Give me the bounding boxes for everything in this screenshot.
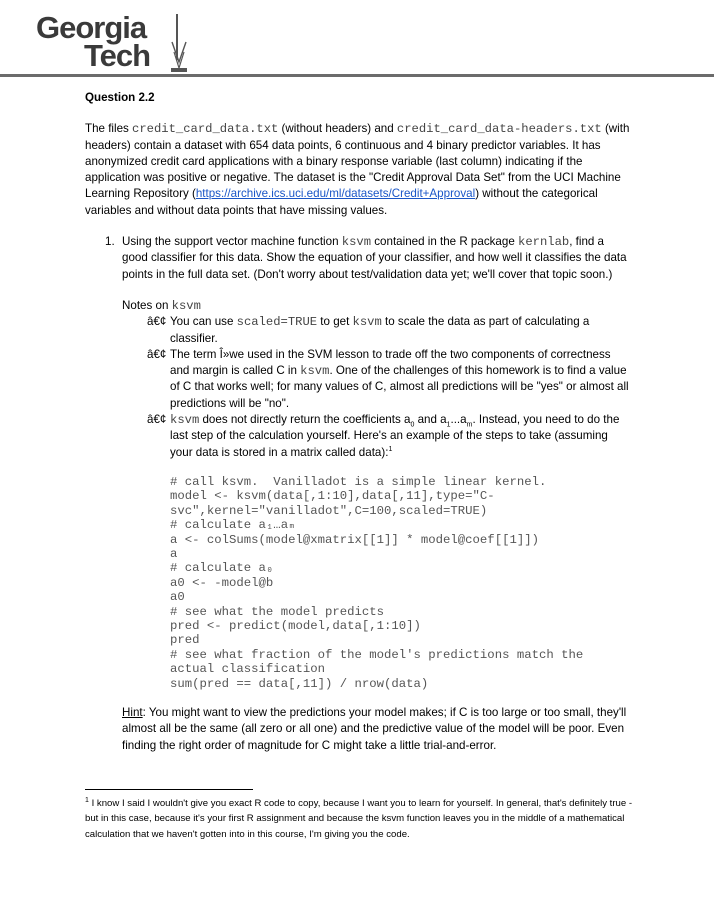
code-line: model <- ksvm(data[,1:10],data[,11],type="C- <box>170 489 495 504</box>
notes-list <box>85 314 630 461</box>
georgia-tech-logo <box>36 10 196 76</box>
note-text: does not directly return the coefficients a <box>199 413 411 427</box>
code-line: # see what fraction of the model's predictions match the <box>170 647 584 662</box>
numbered-item-1 <box>85 234 630 283</box>
code-line: actual classification <box>170 662 325 677</box>
note-text: . One of the challenges of this homework is to find a value of C that works well; for many values of C, almost all predictions will be "yes" or almost all predictions will be "no". <box>170 364 629 410</box>
hint-text: : You might want to view the predictions your model makes; if C is too large or too small, they'll almost all be the same (all zero or all one) and the predictive value of the model will be poor. Even finding the right order of magnitude for C might take a little trial-and-error. <box>122 706 627 752</box>
intro-text: The files <box>85 122 133 136</box>
note-bullet <box>147 314 630 347</box>
footnote-text: I know I said I wouldn't give you exact R code to copy, because I want you to learn for yourself. In general, that's definitely true - but in this case, because it's your first R assignment and because the ksvm function leaves you in the middle of a mathematical calculation that we haven't gotten into in this course, I'm giving you the code. <box>85 798 633 840</box>
inline-code: ksvm <box>341 235 372 250</box>
note-bullet <box>147 412 630 461</box>
subscript: 1 <box>446 421 451 429</box>
logo-text-tech: Tech <box>84 38 151 73</box>
intro-paragraph <box>85 121 630 219</box>
logo-text-georgia: Georgia <box>36 10 147 45</box>
inline-code: ksvm <box>171 298 201 313</box>
code-line: # calculate a₀ <box>170 561 274 576</box>
note-text: to get <box>317 315 353 329</box>
item-text: contained in the R package <box>371 235 518 249</box>
note-text: . Instead, you need to do the last step of the calculation yourself. Here's an example of the steps to take (assuming your data is stored in a matrix called data): <box>170 413 620 459</box>
code-line: svc",kernel="vanilladot",C=100,scaled=TRUE) <box>170 503 488 518</box>
inline-code: ksvm <box>300 364 330 379</box>
inline-code: ksvm <box>352 315 382 330</box>
code-line: a <box>170 546 178 561</box>
item-text: Using the support vector machine function <box>122 235 342 249</box>
bullet-marker: â€¢ <box>147 347 167 361</box>
footnote <box>85 796 635 842</box>
code-line: pred <- predict(model,data[,1:10]) <box>170 619 421 633</box>
code-line: pred <box>170 633 200 648</box>
header-divider <box>0 74 714 77</box>
code-line: a0 <- -model@b <box>170 575 274 590</box>
bullet-marker: â€¢ <box>147 413 167 427</box>
question-title: Question 2.2 <box>85 91 155 104</box>
notes-heading <box>85 298 630 314</box>
note-text: You can use <box>170 315 237 329</box>
notes-label: Notes on <box>122 298 172 312</box>
inline-code: kernlab <box>518 235 570 250</box>
item-text: , find a good classifier for this data. Show the equation of your classifier, and how well it classifies the data points in the full data set. (Don't worry about test/validation data yet; we'll cover that topic soon.) <box>122 235 627 281</box>
footnote-mark: 1 <box>85 796 89 804</box>
hint-label: Hint <box>122 706 143 720</box>
code-line: # see what the model predicts <box>170 604 385 619</box>
tech-tower-icon <box>168 12 190 74</box>
intro-text: (without headers) and <box>278 122 397 136</box>
file-name-code: credit_card_data.txt <box>132 122 279 137</box>
hint-paragraph <box>85 705 630 754</box>
code-line: # call ksvm. Vanilladot is a simple linear kernel. <box>170 474 547 489</box>
intro-text: ) without the categorical variables and without data points that have missing values. <box>85 187 598 217</box>
code-line: a <- colSums(model@xmatrix[[1]] * model@coef[[1]]) <box>170 532 539 547</box>
subscript: 0 <box>410 421 415 429</box>
footnote-divider <box>85 789 253 790</box>
inline-code: scaled=TRUE <box>236 315 318 330</box>
bullet-marker: â€¢ <box>147 315 167 329</box>
code-line: # calculate a₁…aₘ <box>170 518 296 533</box>
note-text: ...a <box>450 413 467 427</box>
note-text: and a <box>414 413 447 427</box>
r-code-block <box>85 475 630 691</box>
code-line: sum(pred == data[,11]) / nrow(data) <box>170 676 429 691</box>
document-body <box>85 86 630 754</box>
item-number: 1. <box>105 235 115 249</box>
note-text: The term Î»we used in the SVM lesson to trade off the two components of correctness and margin is called C in <box>170 347 611 378</box>
inline-code: ksvm <box>170 413 200 428</box>
file-name-code: credit_card_data-headers.txt <box>396 122 602 137</box>
subscript: m <box>466 421 473 429</box>
intro-text: (with headers) contain a dataset with 654 data points, 6 continuous and 4 binary predictor variables. It has anonymized credit card applications with a binary response variable (last column) indicating if the application was positive or negative. The dataset is the "Credit Approval Data Set" from the UCI Machine Learning Repository ( <box>85 122 630 201</box>
footnote-reference[interactable]: 1 <box>388 445 393 453</box>
note-bullet <box>147 347 630 412</box>
note-text: to scale the data as part of calculating a classifier. <box>170 315 590 345</box>
uci-dataset-link[interactable]: https://archive.ics.uci.edu/ml/datasets/Credit+Approval <box>195 187 476 201</box>
code-line: a0 <box>170 590 185 605</box>
